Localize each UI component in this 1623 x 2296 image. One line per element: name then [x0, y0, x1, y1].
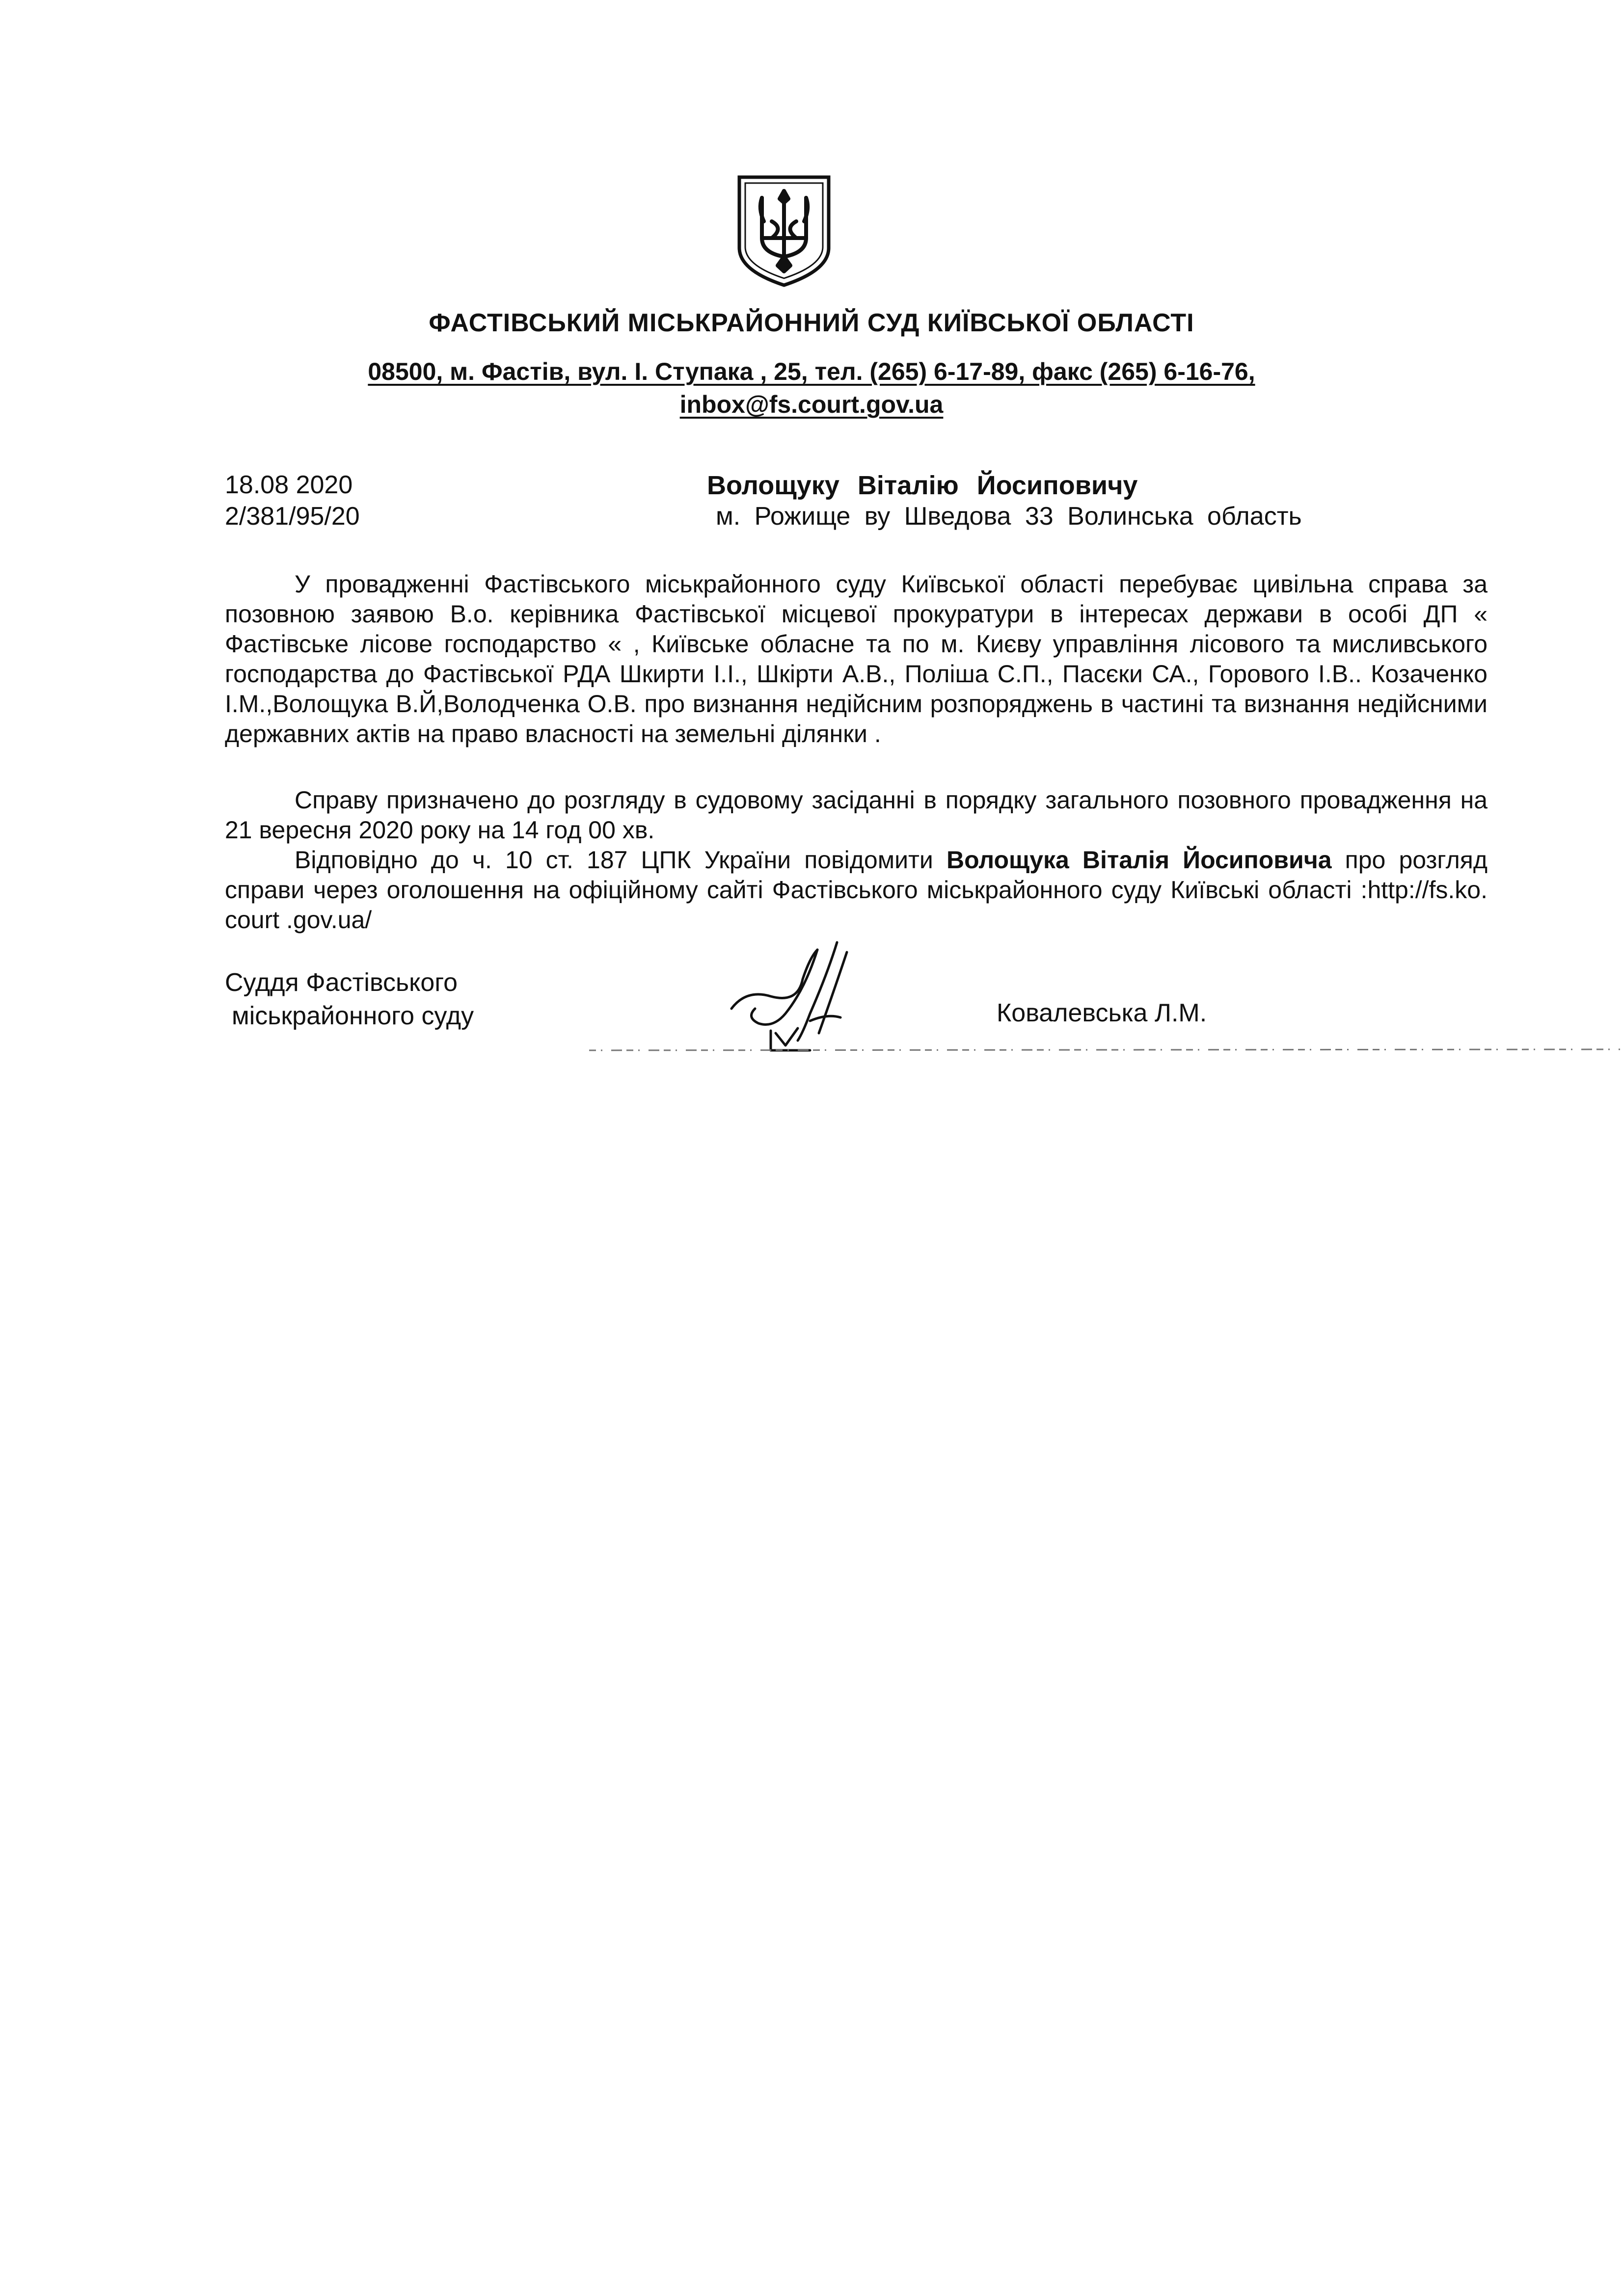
body-paragraph-3: [225, 845, 1488, 935]
body-paragraph-1: У провадженні Фастівського міськрайонного суду Київської області перебуває цивільна справа за позовною заявою В.о. керівника Фастівської місцевої прокуратури в інтересах держави в особі ДП « Фастівське лісове господарство « , Київське обласне та по м. Києву управління лісового та мисливського господарства до Фастівської РДА Шкирти І.І., Шкірти А.В., Поліша С.П., Пасєки СА., Горового І.В.. Козаченко І.М.,Волощука В.Й,Володченка О.В. про визнання недійсним розпоряджень в частині та визнання недійсними державних актів на право власності на земельні ділянки .: [225, 570, 1488, 748]
court-address: 08500, м. Фастів, вул. І. Ступака , 25, тел. (265) 6-17-89, факс (265) 6-16-76,: [368, 358, 1255, 385]
court-name: ФАСТІВСЬКИЙ МІСЬКРАЙОННИЙ СУД КИЇВСЬКОЇ ОБЛАСТІ: [429, 309, 1194, 337]
case-number: 2/381/95/20: [225, 502, 360, 531]
letter-date: 18.08 2020: [225, 471, 353, 499]
judge-title: [225, 966, 474, 1033]
paragraph-3-defendant-name: Волощука Віталія Йосиповича: [946, 846, 1332, 874]
body-paragraph-2: Справу призначено до розгляду в судовому засіданні в порядку загального позовного провадження на 21 вересня 2020 року на 14 год 00 хв.: [225, 786, 1488, 844]
addressee-address: м. Рожище ву Шведова 33 Волинська область: [716, 502, 1302, 531]
scan-artifact-line: [589, 1045, 1620, 1055]
coat-of-arms-icon: [732, 174, 836, 288]
judge-title-line-2: міськрайонного суду: [232, 1002, 474, 1030]
handwritten-signature: [712, 935, 874, 1063]
judge-name: Ковалевська Л.М.: [997, 999, 1207, 1027]
court-email: inbox@fs.court.gov.ua: [679, 391, 944, 418]
paragraph-3-intro: Відповідно до ч. 10 ст. 187 ЦПК України повідомити: [295, 846, 933, 874]
paragraph-3-outro: про розгляд справи через оголошення на офіційному сайті Фастівського міськрайонного суду Київські області :http://fs.ko. court .gov.ua/: [225, 846, 1488, 934]
judge-title-line-1: Суддя Фастівського: [225, 968, 458, 997]
addressee-name: Волощуку Віталію Йосиповичу: [707, 471, 1138, 500]
